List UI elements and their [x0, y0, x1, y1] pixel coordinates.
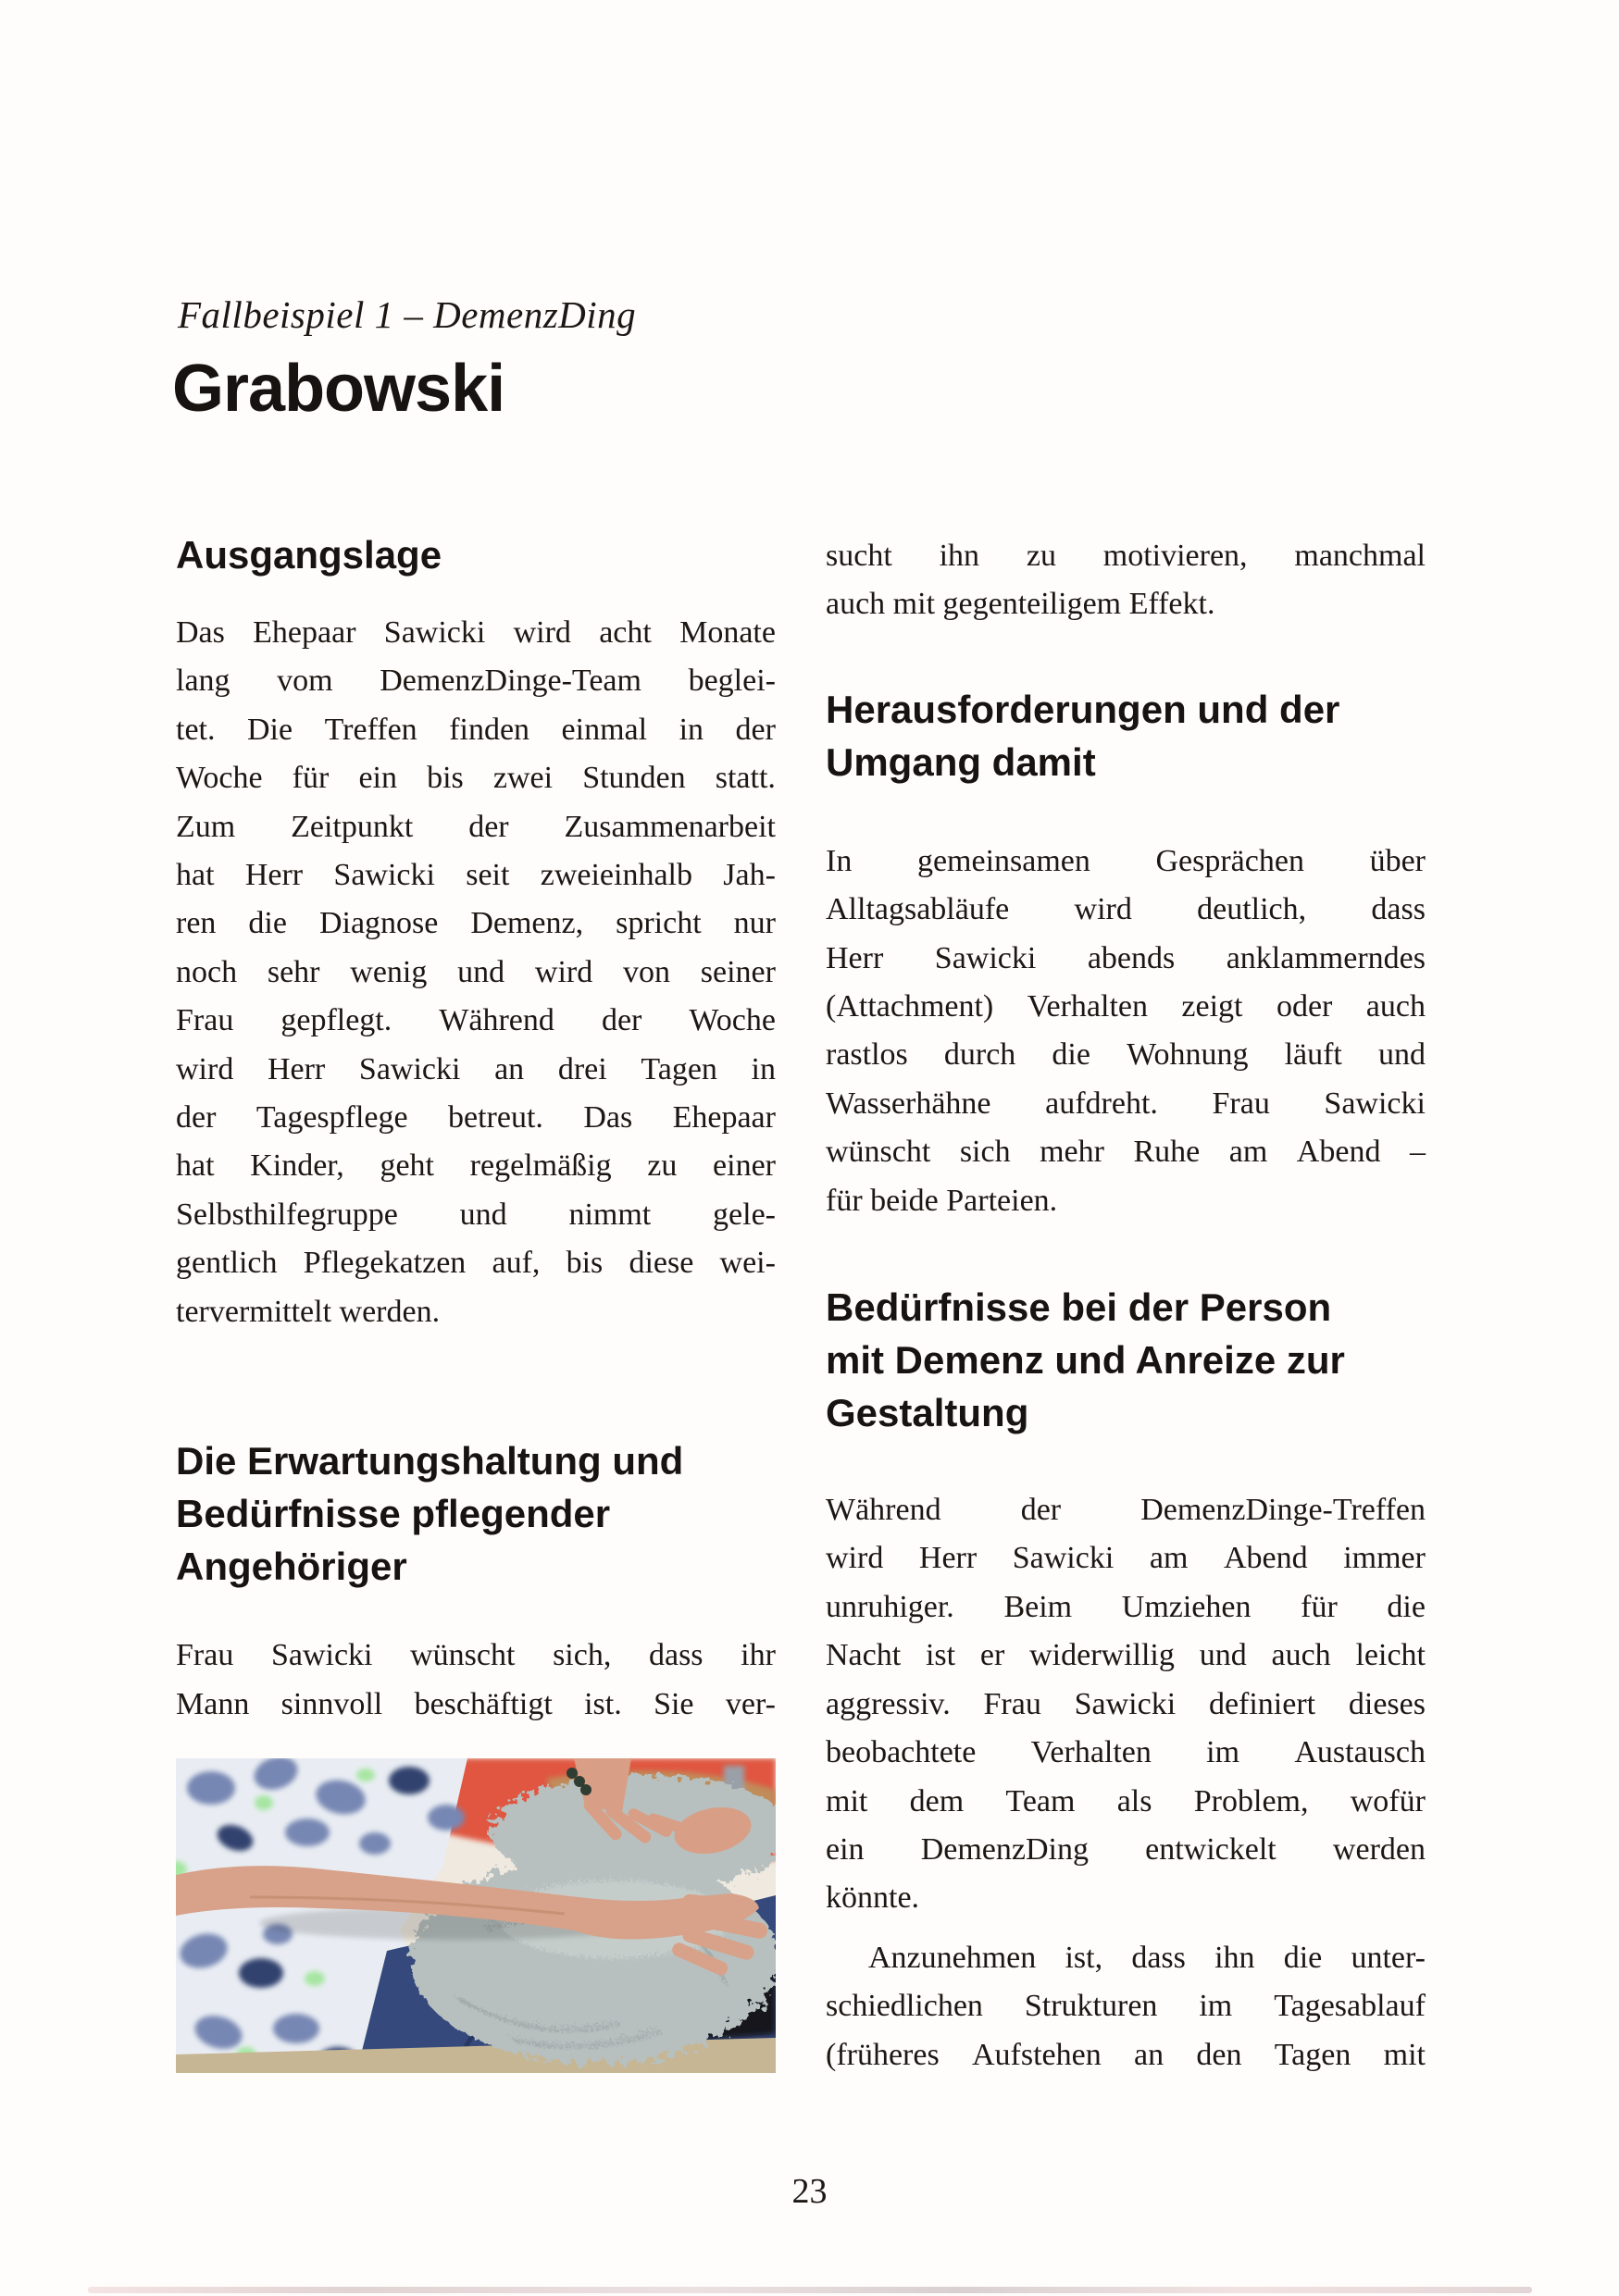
section-heading-erwartungshaltung — [176, 1434, 776, 1593]
text-line: (früheres Aufstehen an den Tagen mit — [826, 2037, 1426, 2072]
text-line: lang vom DemenzDinge-Team beglei- — [176, 664, 776, 699]
text-line: Während der DemenzDinge-Treffen — [826, 1493, 1426, 1528]
page-number: 23 — [791, 2172, 828, 2211]
paragraph — [826, 838, 1426, 1225]
text-line: Frau Sawicki wünscht sich, dass ihr — [176, 1638, 776, 1673]
right-column — [826, 532, 1426, 2079]
text-line: der Tagespflege betreut. Das Ehepaar — [176, 1100, 776, 1136]
case-photo-figure — [176, 1758, 776, 2073]
text-line: ren die Diagnose Demenz, spricht nur — [176, 906, 776, 941]
text-line: Wasserhähne aufdreht. Frau Sawicki — [826, 1086, 1426, 1121]
paragraph — [176, 609, 776, 1336]
chapter-kicker: Fallbeispiel 1 – DemenzDing — [178, 293, 637, 336]
heading-line: Bedürfnisse pflegender — [176, 1492, 611, 1536]
text-line: mit dem Team als Problem, wofür — [826, 1783, 1426, 1818]
text-line: für beide Parteien. — [826, 1183, 1058, 1218]
text-line: Zum Zeitpunkt der Zusammenarbeit — [176, 809, 776, 844]
text-line: könnte. — [826, 1880, 920, 1916]
paragraph — [826, 1934, 1426, 2079]
section-heading-beduerfnisse — [826, 1281, 1426, 1439]
text-line: aggressiv. Frau Sawicki definiert dieses — [826, 1686, 1426, 1721]
text-line: Herr Sawicki abends anklammerndes — [826, 940, 1426, 975]
text-line: (Attachment) Verhalten zeigt oder auch — [826, 989, 1426, 1024]
text-line: ein DemenzDing entwickelt werden — [826, 1831, 1426, 1867]
text-line: wird Herr Sawicki an drei Tagen in — [176, 1051, 776, 1086]
heading-line: Umgang damit — [826, 739, 1096, 784]
text-line: wird Herr Sawicki am Abend immer — [826, 1541, 1426, 1576]
heading-line: Bedürfnisse bei der Person — [826, 1285, 1332, 1330]
heading-line: Gestaltung — [826, 1391, 1029, 1435]
heading-line: mit Demenz und Anreize zur — [826, 1338, 1345, 1383]
text-line: Anzunehmen ist, dass ihn die unter- — [868, 1940, 1426, 1975]
heading-line: Die Erwartungshaltung und — [176, 1439, 684, 1483]
page-title: Grabowski — [172, 352, 505, 426]
left-column — [176, 532, 776, 2073]
text-line: Alltagsabläufe wird deutlich, dass — [826, 892, 1426, 927]
text-line: unruhiger. Beim Umziehen für die — [826, 1589, 1426, 1624]
paragraph — [176, 1632, 776, 1729]
scan-edge-artifact — [88, 2287, 1532, 2293]
text-line: tet. Die Treffen finden einmal in der — [176, 712, 776, 747]
text-line: hat Kinder, geht regelmäßig zu einer — [176, 1148, 776, 1184]
paragraph — [826, 1486, 1426, 1923]
paragraph — [826, 532, 1426, 629]
heading-line: Angehöriger — [176, 1545, 407, 1589]
text-line: hat Herr Sawicki seit zweieinhalb Jah- — [176, 858, 776, 893]
text-line: wünscht sich mehr Ruhe am Abend – — [826, 1135, 1426, 1170]
text-line: gentlich Pflegekatzen auf, bis diese wei- — [176, 1246, 776, 1281]
section-heading-herausforderungen — [826, 683, 1426, 788]
text-line: rastlos durch die Wohnung läuft und — [826, 1037, 1426, 1073]
text-line: Frau gepflegt. Während der Woche — [176, 1003, 776, 1038]
text-line: In gemeinsamen Gesprächen über — [826, 843, 1426, 878]
text-line: noch sehr wenig und wird von seiner — [176, 954, 776, 989]
text-line: beobachtete Verhalten im Austausch — [826, 1735, 1426, 1770]
text-line: Woche für ein bis zwei Stunden statt. — [176, 761, 776, 796]
text-line: Nacht ist er widerwillig und auch leicht — [826, 1638, 1426, 1673]
heading-line: Herausforderungen und der — [826, 687, 1340, 731]
text-line: auch mit gegenteiligem Effekt. — [826, 587, 1215, 622]
text-line: Selbsthilfegruppe und nimmt gele- — [176, 1197, 776, 1232]
text-line: Das Ehepaar Sawicki wird acht Monate — [176, 615, 776, 650]
case-photo — [176, 1758, 776, 2073]
section-heading-ausgangslage: Ausgangslage — [176, 533, 442, 577]
text-line: tervermittelt werden. — [176, 1294, 441, 1329]
text-line: Mann sinnvoll beschäftigt ist. Sie ver- — [176, 1686, 776, 1721]
text-line: schiedlichen Strukturen im Tagesablauf — [826, 1989, 1426, 2024]
text-line: sucht ihn zu motivieren, manchmal — [826, 539, 1426, 573]
